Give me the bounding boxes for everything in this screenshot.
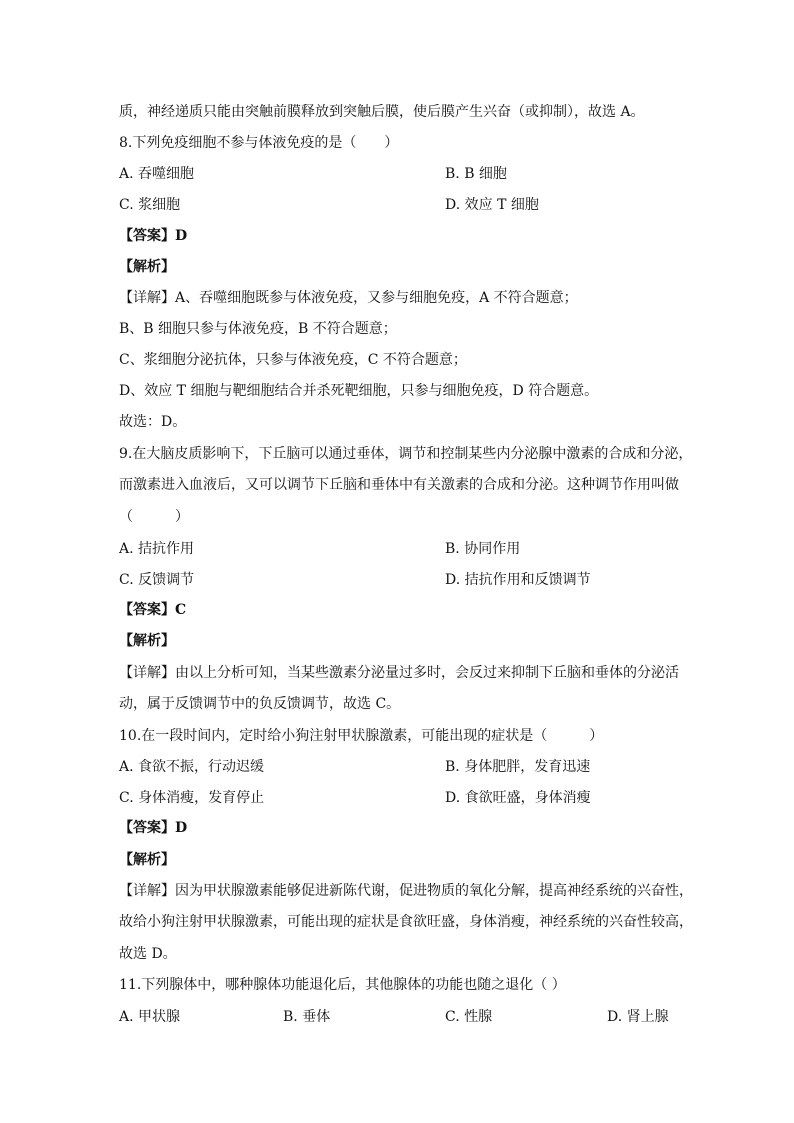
explanation-line: 【详解】由以上分析可知，当某些激素分泌量过多时，会反过来抑制下丘脑和垂体的分泌活 bbox=[119, 665, 679, 681]
option-row bbox=[119, 757, 679, 777]
option-b: B. B 细胞 bbox=[445, 166, 507, 182]
option-row bbox=[119, 195, 679, 215]
option-d: D. 肾上腺 bbox=[607, 1009, 669, 1025]
answer-label: 【答案】C bbox=[119, 602, 187, 618]
answer-label: 【答案】D bbox=[119, 228, 188, 244]
explanation-line: 故给小狗注射甲状腺激素，可能出现的症状是食欲旺盛，身体消瘦，神经系统的兴奋性较高， bbox=[119, 914, 693, 930]
explanation-line: C、浆细胞分泌抗体，只参与体液免疫，C 不符合题意； bbox=[119, 352, 467, 368]
option-d: D. 拮抗作用和反馈调节 bbox=[445, 572, 591, 588]
explanation-line: 【详解】A、吞噬细胞既参与体液免疫，又参与细胞免疫，A 不符合题意； bbox=[119, 290, 578, 306]
option-row bbox=[119, 570, 679, 590]
text-line: 质，神经递质只能由突触前膜释放到突触后膜，使后膜产生兴奋（或抑制），故选 A。 bbox=[119, 104, 645, 120]
explanation-line: 【详解】因为甲状腺激素能够促进新陈代谢，促进物质的氧化分解，提高神经系统的兴奋性， bbox=[119, 883, 693, 899]
question-10: 10.在一段时间内，定时给小狗注射甲状腺激素，可能出现的症状是（ ） bbox=[119, 728, 604, 744]
option-c: C. 反馈调节 bbox=[119, 572, 195, 588]
answer-label: 【答案】D bbox=[119, 820, 188, 836]
option-row bbox=[119, 539, 679, 559]
option-row bbox=[119, 1007, 679, 1027]
explanation-line: 故选 D。 bbox=[119, 946, 177, 962]
option-a: A. 食欲不振，行动迟缓 bbox=[119, 759, 265, 775]
explanation-line: B、B 细胞只参与体液免疫，B 不符合题意； bbox=[119, 321, 397, 337]
explanation-line: 故选：D。 bbox=[119, 414, 187, 430]
option-c: C. 浆细胞 bbox=[119, 197, 181, 213]
explanation-line: D、效应 T 细胞与靶细胞结合并杀死靶细胞，只参与细胞免疫，D 符合题意。 bbox=[119, 383, 599, 399]
analysis-label: 【解析】 bbox=[119, 633, 175, 649]
option-a: A. 甲状腺 bbox=[119, 1009, 181, 1025]
option-d: D. 效应 T 细胞 bbox=[445, 197, 539, 213]
option-d: D. 食欲旺盛，身体消瘦 bbox=[445, 790, 591, 806]
question-9-cont: 而激素进入血液后，又可以调节下丘脑和垂体中有关激素的合成和分泌。这种调节作用叫做 bbox=[119, 477, 679, 493]
option-b: B. 身体肥胖，发育迅速 bbox=[445, 759, 591, 775]
explanation-line: 动，属于反馈调节中的负反馈调节，故选 C。 bbox=[119, 696, 401, 712]
option-row bbox=[119, 164, 679, 184]
analysis-label: 【解析】 bbox=[119, 259, 175, 275]
option-c: C. 身体消瘦，发育停止 bbox=[119, 790, 265, 806]
question-11: 11.下列腺体中，哪种腺体功能退化后，其他腺体的功能也随之退化（ ） bbox=[119, 977, 566, 993]
option-a: A. 吞噬细胞 bbox=[119, 166, 195, 182]
question-9-blank: （ ） bbox=[119, 509, 189, 525]
option-a: A. 拮抗作用 bbox=[119, 541, 195, 557]
question-9: 9.在大脑皮质影响下，下丘脑可以通过垂体，调节和控制某些内分泌腺中激素的合成和分泌， bbox=[119, 446, 693, 462]
option-b: B. 协同作用 bbox=[445, 541, 521, 557]
question-8: 8.下列免疫细胞不参与体液免疫的是（ ） bbox=[119, 135, 399, 151]
analysis-label: 【解析】 bbox=[119, 852, 175, 868]
option-b: B. 垂体 bbox=[283, 1009, 331, 1025]
option-row bbox=[119, 788, 679, 808]
option-c: C. 性腺 bbox=[445, 1009, 493, 1025]
